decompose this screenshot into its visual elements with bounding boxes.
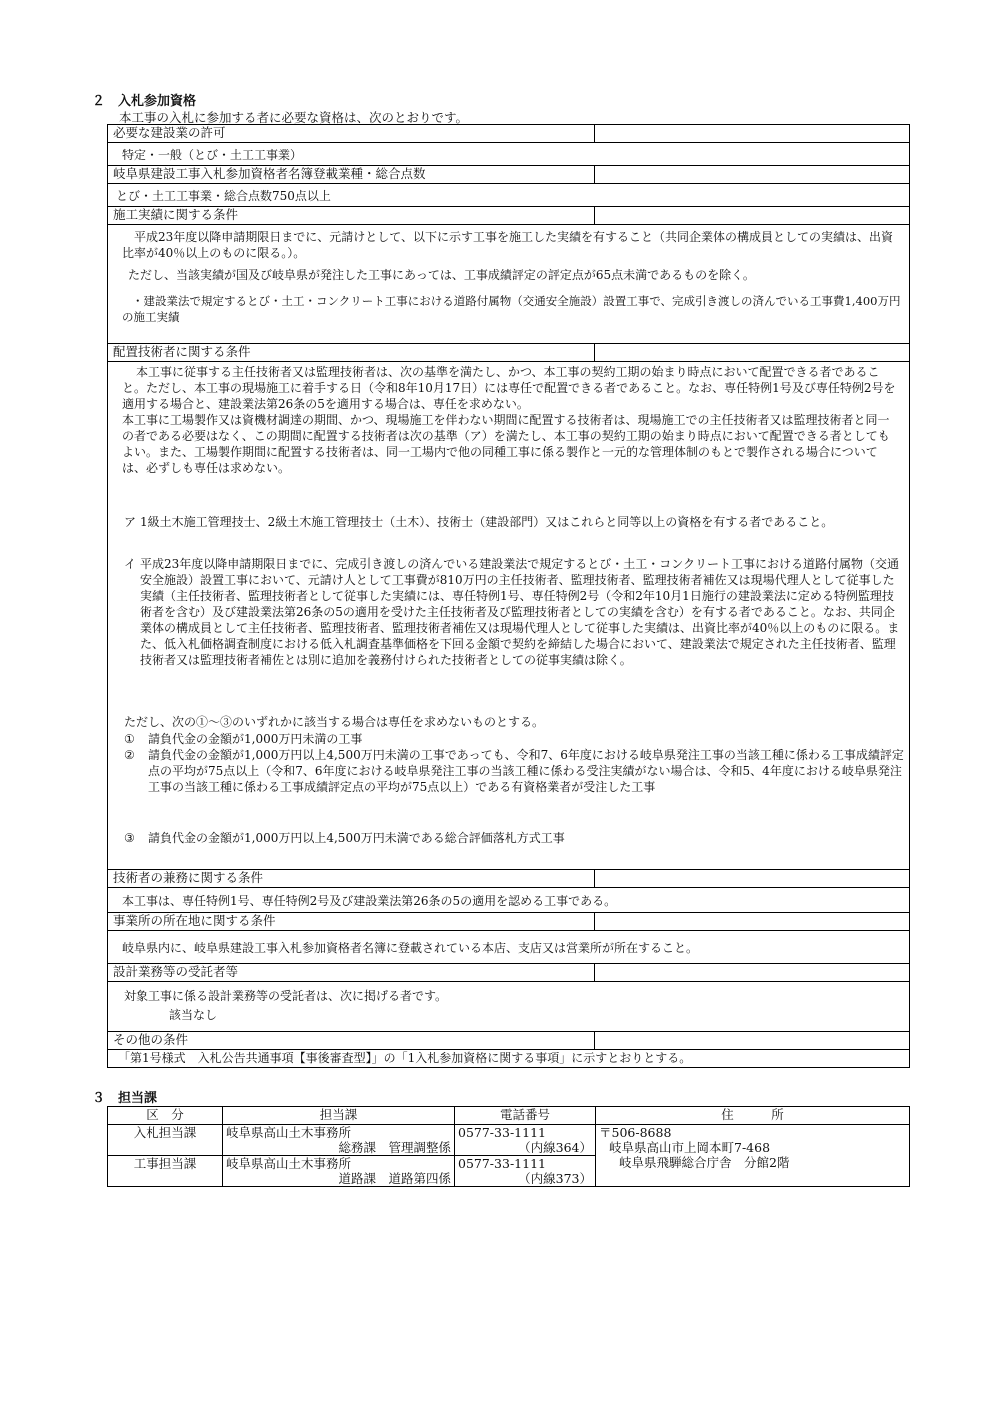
design-label: 設計業務等の受託者等 bbox=[113, 964, 239, 979]
design-block bbox=[107, 963, 910, 1032]
concurrent-block bbox=[107, 869, 910, 913]
exempt-intro: ただし、次の①～③のいずれかに該当する場合は専任を求めないものとする。 bbox=[124, 715, 545, 729]
address-zip: 〒506-8688 bbox=[599, 1125, 672, 1140]
criterion-i-text: 平成23年度以降申請期限日までに、完成引き渡しの済んでいる建設業法で規定するとび・土工・コンクリート工事における道路付属物（交通安全施設）設置工事において、元請け人として工事費が810万円の主任技術者、監理技術者、監理技術者補佐又は現場代理人として従事した実績（主任技術者、監理技術者として従事した実績には、専任特例1号、専任特例2号（令和2年10月1日施行の建設業法に定める特例監理技術者を含む）及び建設業法第26条の5の適用を受けた主任技術者及び監理技術者としての実績を含む）を有する者であること。なお、共同企業体の構成員として主任技術者、監理技術者、監理技術者補佐又は現場代理人として従事した実績は、出資比率が40％以上のものに限る。また、低入札価格調査制度における低入札調査基準価格を下回る金額で契約を締結した場合において、建設業法で規定された主任技術者、監理技術者又は監理技術者補佐とは別に追加を義務付けられた技術者としての従事実績は除く。 bbox=[140, 557, 900, 667]
office-label: 事業所の所在地に関する条件 bbox=[113, 913, 276, 928]
exempt-1 bbox=[124, 731, 904, 747]
criterion-a-mark: ア bbox=[124, 515, 137, 529]
row1-phone: 0577-33-1111 bbox=[458, 1125, 546, 1140]
office-value: 岐阜県内に、岐阜県建設工事入札参加資格者名簿に登載されている本店、支店又は営業所が所在すること。 bbox=[122, 941, 699, 955]
criterion-a bbox=[124, 514, 904, 530]
engineer-p2: 本工事に工場製作又は資機材調達の期間、かつ、現場施工を伴わない期間に配置する技術者は、現場施工での主任技術者又は監理技術者と同一の者である必要はなく、この期間に配置する技術者は次の基準（ア）を満たし、本工事の契約工期の始まり時点において配置できる者としてもよい。また、工場製作期間に配置する技術者は、同一工場内で他の同種工事に係る製作と一元的な管理体制のもとで製作される場合については、必ずしも専任は求めない。 bbox=[122, 413, 890, 475]
criterion-i-mark: イ bbox=[124, 557, 137, 571]
address-line2: 岐阜県飛騨総合庁舎 分館2階 bbox=[619, 1155, 790, 1170]
table-row bbox=[108, 1125, 910, 1156]
row2-category: 工事担当課 bbox=[108, 1156, 223, 1187]
header-address: 住 所 bbox=[596, 1107, 910, 1125]
other-label: その他の条件 bbox=[113, 1032, 189, 1047]
other-block bbox=[107, 1031, 910, 1068]
engineer-block bbox=[107, 343, 910, 870]
row2-office1: 岐阜県高山土木事務所 bbox=[226, 1156, 352, 1171]
other-value: 「第1号様式 入札公告共通事項【事後審査型】」の「1入札参加資格に関する事項」に示すとおりとする。 bbox=[118, 1051, 692, 1065]
address-line1: 岐阜県高山市上岡本町7-468 bbox=[609, 1140, 771, 1155]
engineer-p1: 本工事に従事する主任技術者又は監理技術者は、次の基準を満たし、かつ、本工事の契約工期の始まり時点において配置できる者であること。ただし、本工事の現場施工に着手する日（令和8年10月17日）には専任で配置できる者であること。なお、専任特例1号及び専任特例2号を適用する場合と、建設業法第26条の5を適用する場合は、専任を求めない。 bbox=[122, 365, 896, 411]
row1-phone-cell bbox=[455, 1125, 596, 1156]
row1-ext: （内線364） bbox=[518, 1140, 592, 1155]
exempt-3-text: 請負代金の金額が1,000万円以上4,500万円未満である総合評価落札方式工事 bbox=[148, 831, 565, 845]
experience-p1: 平成23年度以降申請期限日までに、元請けとして、以下に示す工事を施工した実績を有すること（共同企業体の構成員としての実績は、出資比率が40％以上のものに限る。）。 bbox=[122, 230, 894, 260]
license-label: 必要な建設業の許可 bbox=[113, 125, 226, 140]
row2-office bbox=[223, 1156, 455, 1187]
header-office: 担当課 bbox=[223, 1107, 455, 1125]
exempt-1-text: 請負代金の金額が1,000万円未満の工事 bbox=[148, 732, 363, 746]
criterion-i bbox=[124, 556, 904, 668]
row1-office1: 岐阜県高山土木事務所 bbox=[226, 1125, 352, 1140]
registry-block bbox=[107, 165, 910, 207]
row1-office2: 総務課 管理調整係 bbox=[338, 1140, 451, 1155]
engineer-label: 配置技術者に関する条件 bbox=[113, 344, 251, 359]
experience-label: 施工実績に関する条件 bbox=[113, 207, 239, 222]
contact-header-row bbox=[108, 1107, 910, 1125]
experience-p3: ・建設業法で規定するとび・土工・コンクリート工事における道路付属物（交通安全施設）設置工事で、完成引き渡しの済んでいる工事費1,400万円の施工実績 bbox=[122, 294, 901, 324]
exempt-2 bbox=[124, 747, 904, 795]
exempt-2-mark: ② bbox=[124, 748, 135, 762]
office-block bbox=[107, 912, 910, 964]
registry-label: 岐阜県建設工事入札参加資格者名簿登載業種・総合点数 bbox=[113, 166, 426, 181]
section2-intro: 本工事の入札に参加する者に必要な資格は、次のとおりです。 bbox=[119, 110, 469, 125]
contact-table bbox=[107, 1106, 910, 1187]
design-value: 対象工事に係る設計業務等の受託者は、次に掲げる者です。 bbox=[124, 989, 448, 1003]
concurrent-value: 本工事は、専任特例1号、専任特例2号及び建設業法第26条の5の適用を認める工事である。 bbox=[122, 894, 617, 908]
header-category: 区 分 bbox=[108, 1107, 223, 1125]
license-block bbox=[107, 124, 910, 166]
exempt-1-mark: ① bbox=[124, 732, 135, 746]
address-cell bbox=[596, 1125, 910, 1187]
exempt-3 bbox=[124, 830, 904, 846]
experience-block bbox=[107, 206, 910, 344]
registry-value: とび・土工工事業・総合点数750点以上 bbox=[116, 189, 331, 203]
row1-office bbox=[223, 1125, 455, 1156]
row1-category: 入札担当課 bbox=[108, 1125, 223, 1156]
header-phone: 電話番号 bbox=[455, 1107, 596, 1125]
row2-phone-cell bbox=[455, 1156, 596, 1187]
row2-office2: 道路課 道路第四係 bbox=[338, 1171, 451, 1186]
section3-title: ３ 担当課 bbox=[92, 1091, 158, 1106]
license-value: 特定・一般（とび・土工工事業） bbox=[122, 148, 303, 162]
row2-ext: （内線373） bbox=[518, 1171, 592, 1186]
design-none: 該当なし bbox=[169, 1008, 218, 1022]
exempt-2-text: 請負代金の金額が1,000万円以上4,500万円未満の工事であっても、令和7、6年度における岐阜県発注工事の当該工種に係わる工事成績評定点の平均が75点以上（令和7、6年度における岐阜県発注工事の当該工種に係わる受注実績がない場合は、令和5、4年度における岐阜県発注工事の当該工種に係わる工事成績評定点の平均が75点以上）である有資格業者が受注した工事 bbox=[148, 748, 904, 794]
concurrent-label: 技術者の兼務に関する条件 bbox=[113, 870, 264, 885]
experience-p2: ただし、当該実績が国及び岐阜県が発注した工事にあっては、工事成績評定の評定点が65点未満であるものを除く。 bbox=[128, 268, 755, 282]
section2-title: ２ 入札参加資格 bbox=[92, 94, 197, 109]
row2-phone: 0577-33-1111 bbox=[458, 1156, 546, 1171]
exempt-3-mark: ③ bbox=[124, 831, 135, 845]
criterion-a-text: 1級土木施工管理技士、2級土木施工管理技士（土木）、技術士（建設部門）又はこれらと同等以上の資格を有する者であること。 bbox=[140, 515, 834, 529]
